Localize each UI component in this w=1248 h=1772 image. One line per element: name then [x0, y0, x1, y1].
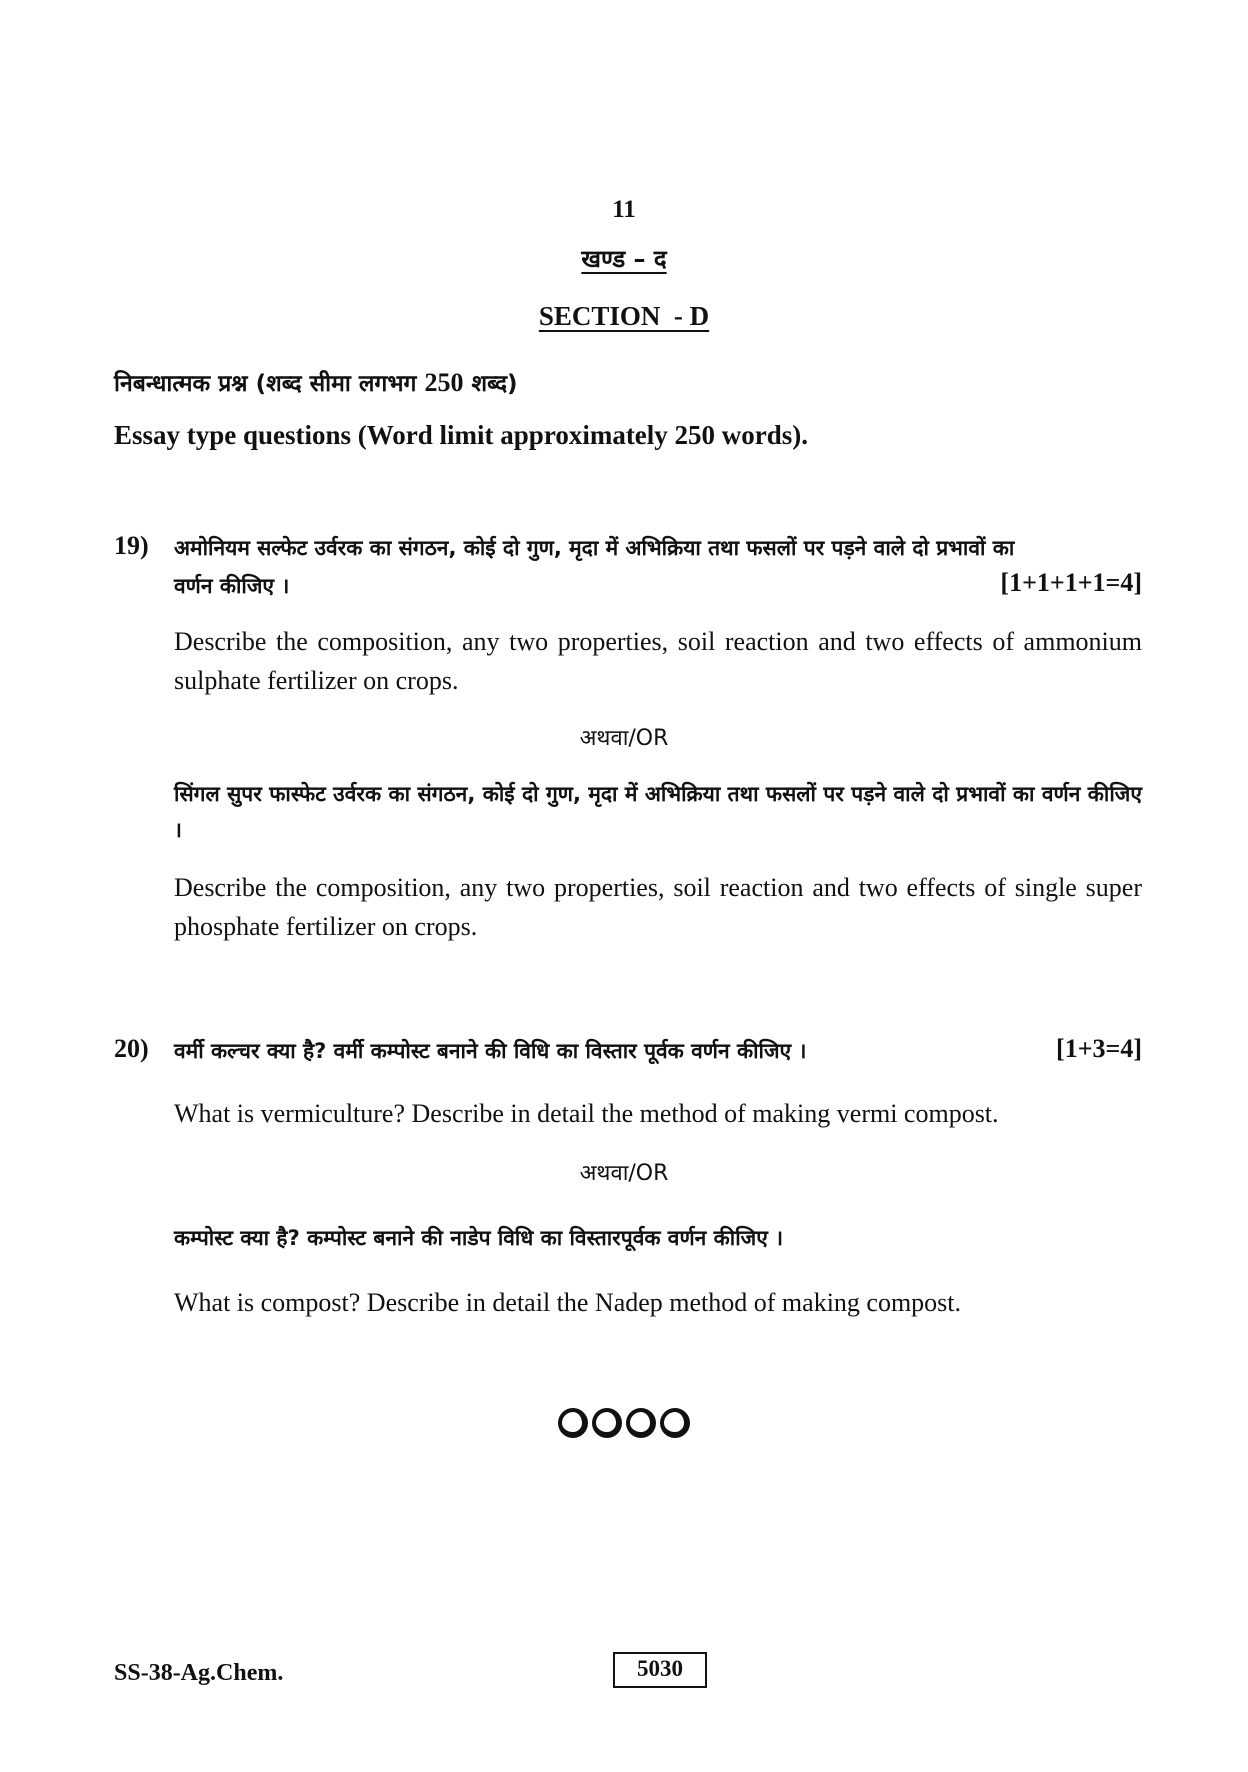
alternative-question-english: What is compost? Describe in detail the Nadep method of making compost. — [174, 1288, 962, 1317]
question-marks: [1+1+1+1=4] — [1000, 568, 1142, 597]
alternative-question-hindi: कम्पोस्ट क्या है? कम्पोस्ट बनाने की नाडेप विधि का विस्तारपूर्वक वर्णन कीजिए । — [174, 1226, 784, 1250]
question-english: What is vermiculture? Describe in detail the method of making vermi compost. — [174, 1099, 999, 1128]
alternative-question-english: Describe the composition, any two properties, soil reaction and two effects of single super phosphate fertilizer on crops. — [174, 873, 1142, 941]
circle-icon — [558, 1408, 588, 1438]
question-hindi: वर्मी कल्चर क्या है? वर्मी कम्पोस्ट बनाने की विधि का विस्तार पूर्वक वर्णन कीजिए । — [174, 1039, 807, 1063]
or-label: अथवा/OR — [579, 726, 669, 751]
section-title-hindi — [0, 242, 1248, 275]
instructions-hindi-suffix: शब्द) — [471, 371, 518, 397]
paper-code: SS-38-Ag.Chem. — [114, 1660, 284, 1686]
section-title-hindi-text: खण्ड – द — [581, 245, 667, 273]
question-marks: [1+3=4] — [1056, 1034, 1142, 1063]
circle-icon — [660, 1408, 690, 1438]
question-english: Describe the composition, any two properties, soil reaction and two effects of ammonium sulphate fertilizer on crops. — [174, 627, 1142, 695]
circle-icon — [592, 1408, 622, 1438]
paper-number-box: 5030 — [613, 1652, 707, 1688]
instructions-hindi-prefix: निबन्धात्मक प्रश्न (शब्द सीमा लगभग — [114, 371, 417, 397]
question-number: 20) — [114, 1034, 149, 1063]
section-title-english-text: SECTION - D — [538, 301, 710, 331]
page-number: 11 — [612, 196, 636, 223]
instructions-hindi — [114, 366, 518, 398]
question-number: 19) — [114, 531, 149, 560]
or-label: अथवा/OR — [579, 1161, 669, 1186]
alternative-question-hindi: सिंगल सुपर फास्फेट उर्वरक का संगठन, कोई दो गुण, मृदा में अभिक्रिया तथा फसलों पर पड़ने वाले दो प्रभावों का वर्णन कीजिए । — [174, 782, 1142, 842]
instructions-hindi-number: 250 — [424, 368, 464, 397]
question-hindi-line2: वर्णन कीजिए । — [174, 574, 290, 598]
circle-icon — [626, 1408, 656, 1438]
instructions-english: Essay type questions (Word limit approximately 250 words). — [114, 420, 809, 450]
question-hindi-line1: अमोनियम सल्फेट उर्वरक का संगठन, कोई दो गुण, मृदा में अभिक्रिया तथा फसलों पर पड़ने वाले दो प्रभावों का — [174, 536, 1015, 560]
end-of-paper-mark — [0, 1408, 1248, 1438]
section-title-english — [0, 301, 1248, 332]
